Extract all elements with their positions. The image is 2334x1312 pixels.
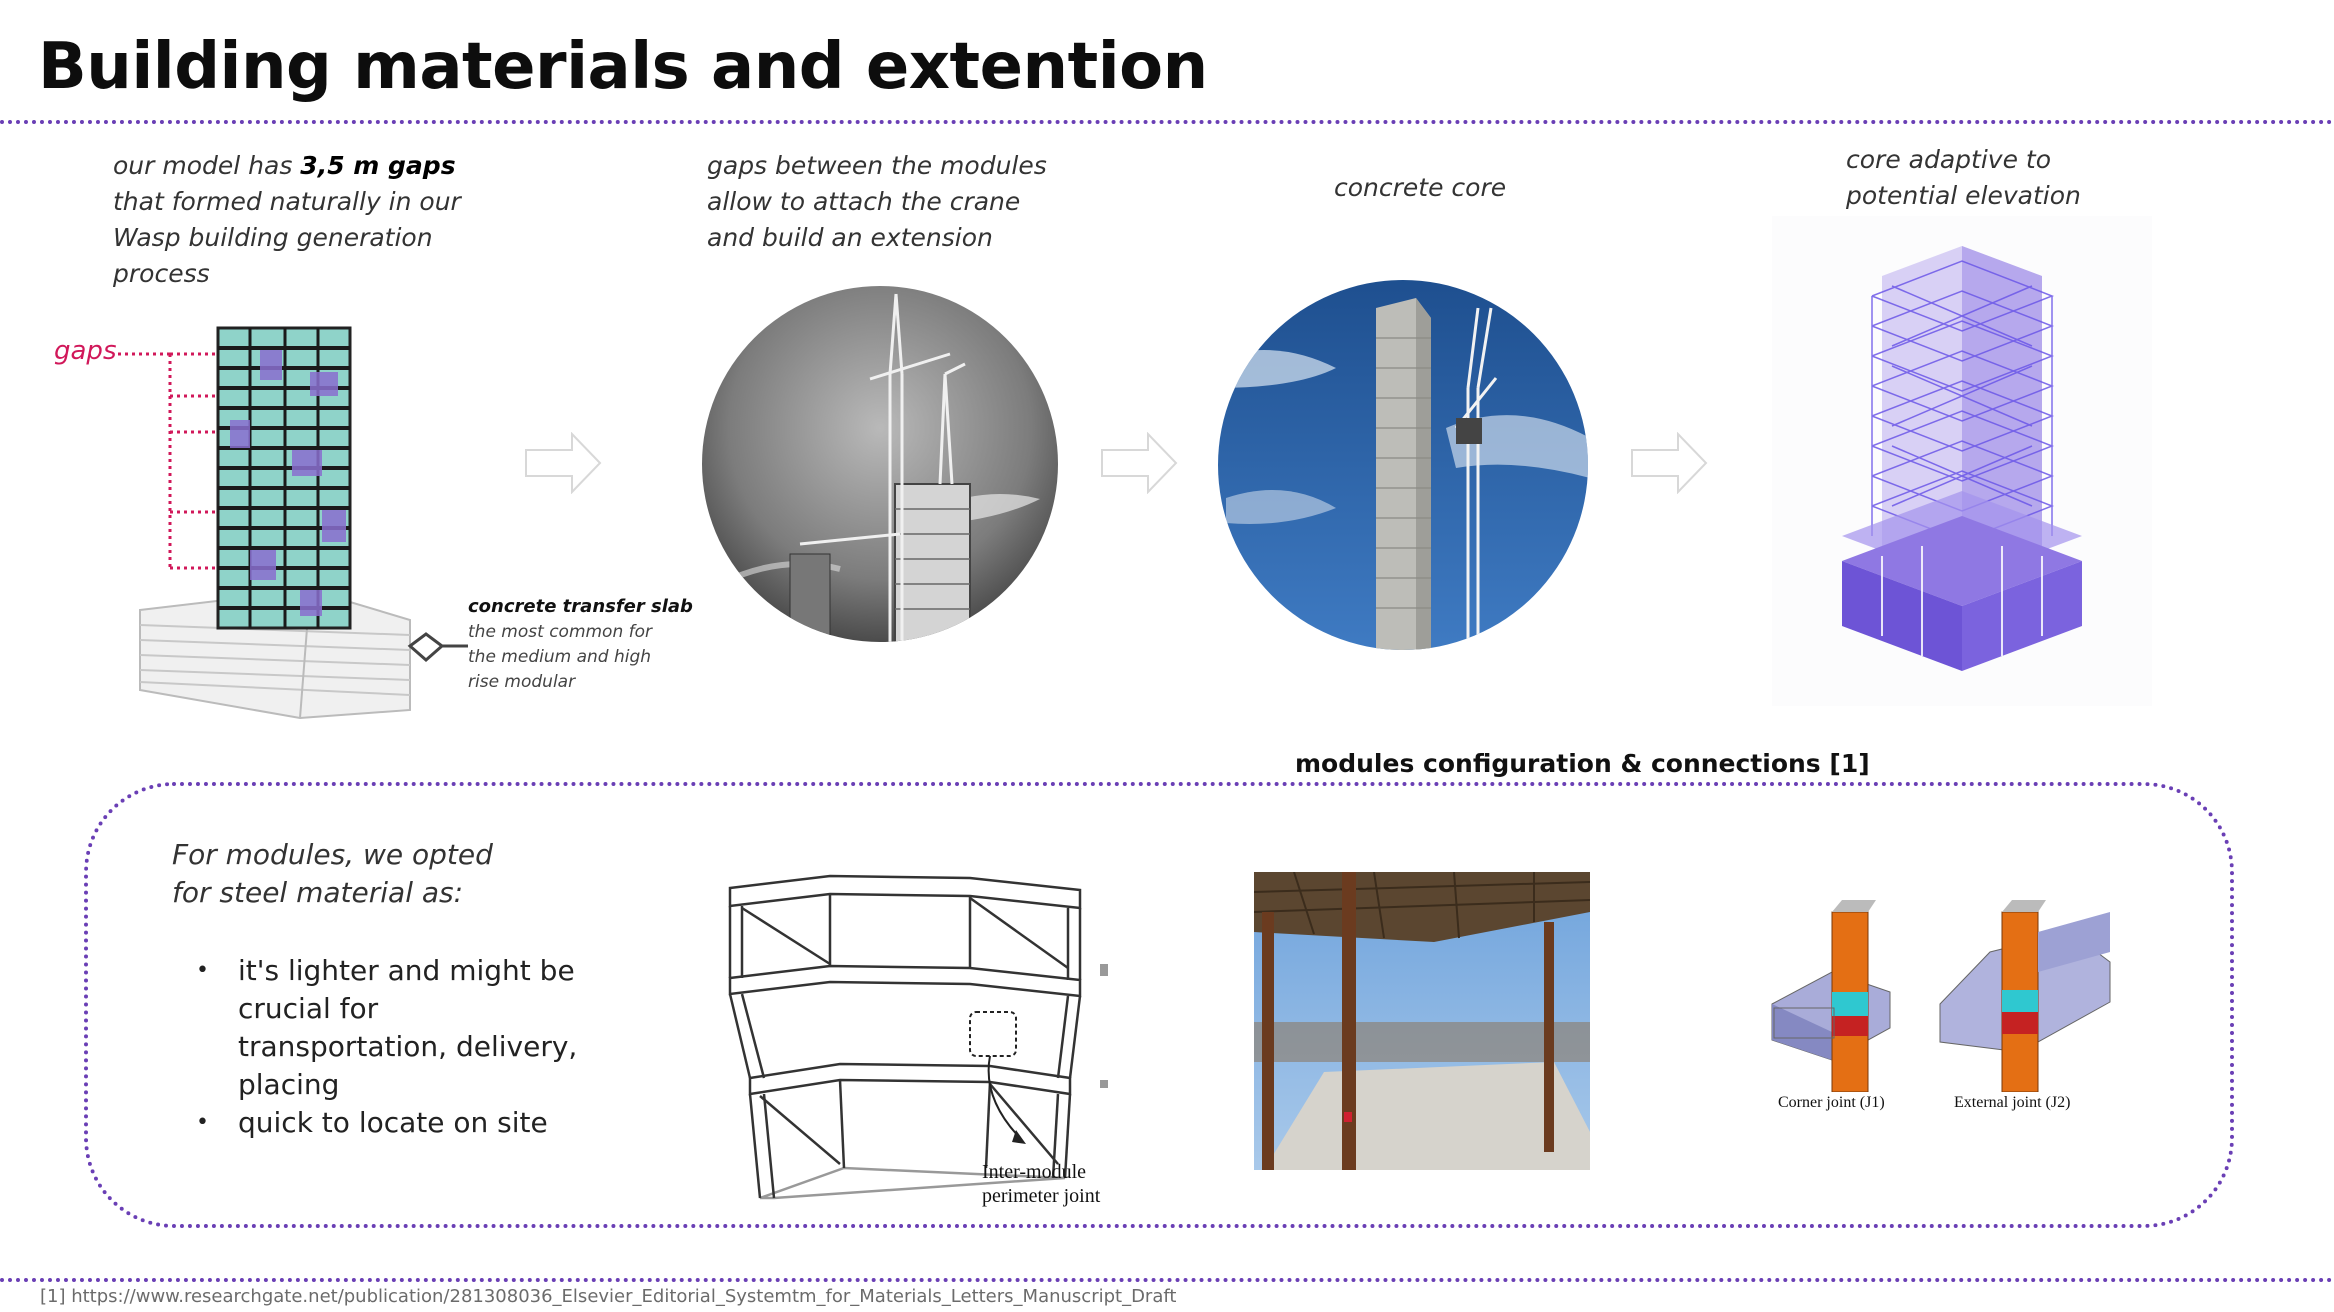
- crane-photo-bw-image: [700, 284, 1060, 644]
- adaptive-core-render-image: [1772, 216, 2152, 706]
- slab-description: the most common for the medium and high rise modular: [468, 622, 653, 692]
- caption-gaps-bold: 3,5 m gaps: [300, 151, 456, 180]
- steel-intro-text: For modules, we opted for steel material as:: [172, 838, 493, 909]
- steel-module-frame-drawing: [720, 868, 1120, 1208]
- concrete-core-photo-image: [1216, 278, 1590, 652]
- external-joint-illustration: [1940, 900, 2110, 1092]
- bottom-divider: [0, 1278, 2334, 1282]
- section-title-modules: modules configuration & connections [1]: [1295, 749, 1870, 778]
- caption-gaps: [113, 148, 493, 292]
- gap-markers: [118, 354, 218, 568]
- gaps-label: gaps: [54, 336, 117, 366]
- steel-reasons-list: [196, 952, 596, 1142]
- corner-joint-illustration: [1772, 900, 1890, 1092]
- list-item: • it's lighter and might be crucial for transportation, delivery, placing: [196, 952, 596, 1104]
- caption-crane-extension: gaps between the modules allow to attach the crane and build an extension: [707, 151, 1047, 252]
- joint-label-line-1: Inter-module: [982, 1161, 1087, 1183]
- page-title: Building materials and extention: [38, 30, 1208, 104]
- inter-module-joint-label: [982, 1160, 1100, 1208]
- steel-module-photo-image: [1254, 872, 1590, 1170]
- caption-concrete-core: concrete core: [1334, 173, 1507, 202]
- outline-arrow-right-icon: [524, 432, 602, 494]
- external-joint-label: External joint (J2): [1954, 1094, 2071, 1111]
- steel-joints-drawing: [1770, 892, 2116, 1092]
- caption-core-elevation: core adaptive to potential elevation: [1846, 145, 2081, 210]
- joint-label-line-2: perimeter joint: [982, 1185, 1101, 1207]
- corner-joint-label: Corner joint (J1): [1778, 1094, 1885, 1111]
- tower-illustration: [218, 328, 350, 628]
- caption-gaps-post: that formed naturally in our Wasp building generation process: [113, 187, 461, 288]
- slab-pointer: [410, 634, 468, 660]
- caption-gaps-pre: our model has: [113, 151, 301, 180]
- list-item: • quick to locate on site: [196, 1104, 596, 1142]
- top-divider: [0, 120, 2334, 124]
- outline-arrow-right-icon: [1100, 432, 1178, 494]
- reference-footnote: [1] https://www.researchgate.net/publication/281308036_Elsevier_Editorial_Systemtm_for_Materials_Letters_Manuscript_Draft: [40, 1286, 1177, 1307]
- outline-arrow-right-icon: [1630, 432, 1708, 494]
- slab-title: concrete transfer slab: [468, 596, 693, 617]
